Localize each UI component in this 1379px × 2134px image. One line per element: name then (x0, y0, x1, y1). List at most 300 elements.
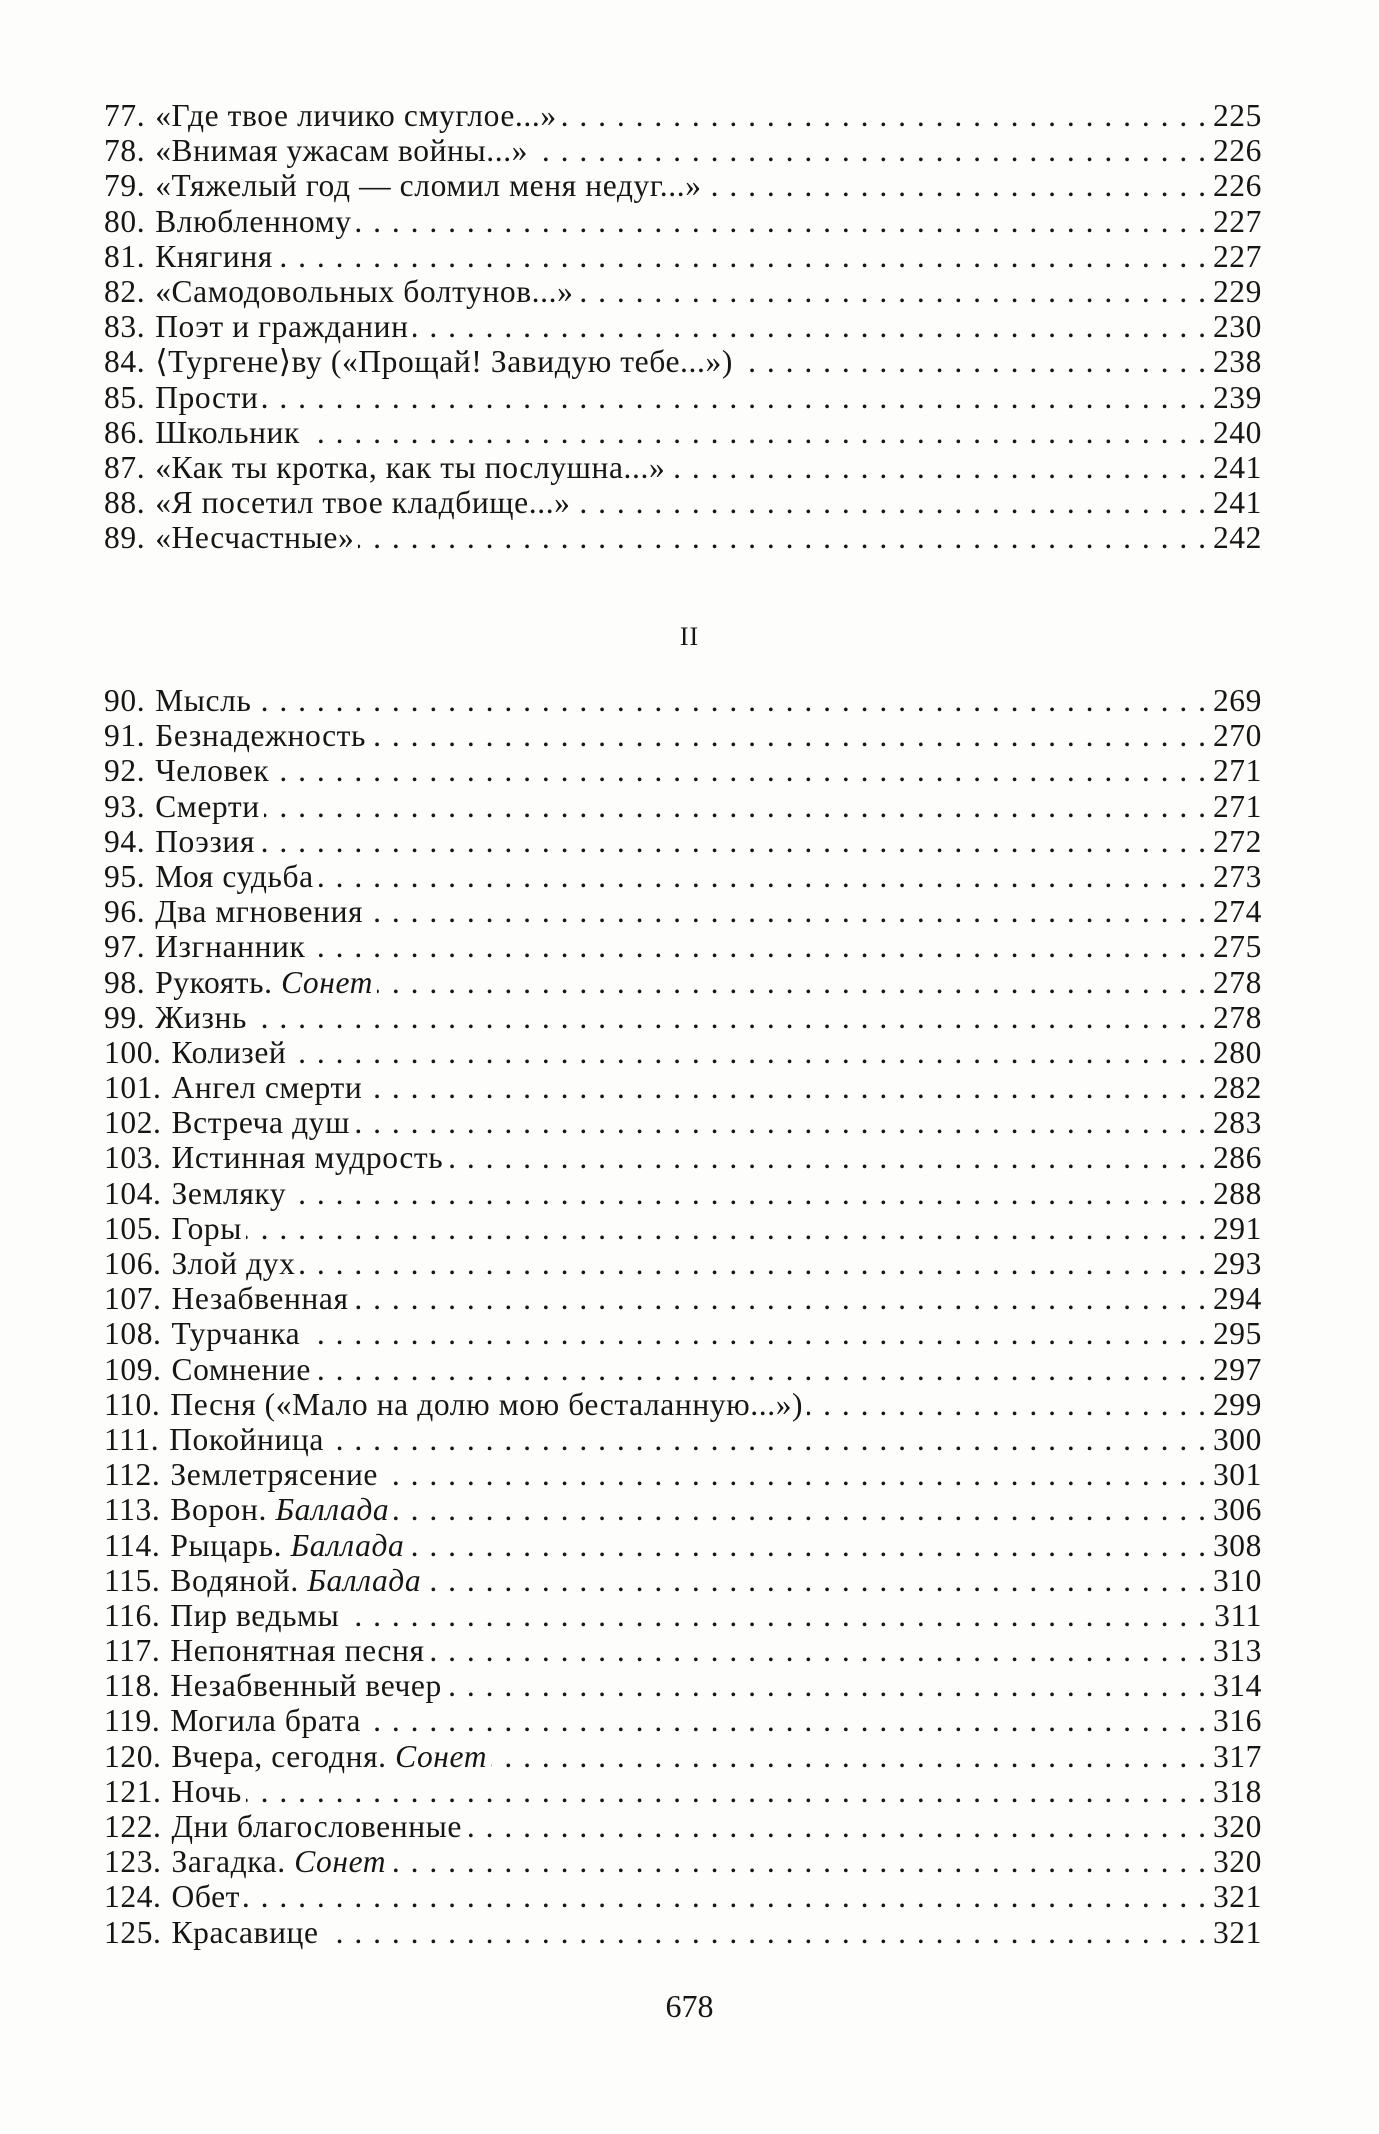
entry-number: 121. (104, 1773, 162, 1809)
entry-number: 100. (104, 1034, 162, 1070)
entry-title-text: Турчанка (171, 1316, 301, 1352)
entry-number: 102. (104, 1105, 162, 1141)
entry-title (170, 1387, 803, 1422)
entry-title (172, 1844, 387, 1879)
entry-page: 321 (1212, 1879, 1262, 1915)
entry-title-text: Непонятная песня (170, 1633, 425, 1669)
toc-entry (104, 415, 1262, 450)
entry-title (155, 824, 255, 859)
entry-title-text: Жизнь (155, 999, 247, 1035)
toc-entry (104, 1633, 1262, 1668)
entry-title (172, 1035, 287, 1070)
page-number: 678 (665, 1988, 714, 2024)
dot-leader (262, 380, 1206, 415)
entry-page: 270 (1212, 718, 1262, 754)
entry-title-text: Человек (155, 753, 270, 789)
entry-title (155, 168, 701, 203)
entry-title-text: «Как ты кротка, как ты послушна...» (155, 449, 666, 485)
entry-title (155, 380, 258, 415)
entry-genre: Сонет (294, 1844, 387, 1880)
entry-title (155, 894, 363, 929)
entry-title-text: Пир ведьмы (170, 1597, 340, 1633)
entry-number: 107. (104, 1281, 162, 1317)
entry-title (172, 1176, 287, 1211)
toc-entry (104, 1668, 1262, 1703)
entry-title-text: Княгиня (155, 238, 273, 274)
entry-title (155, 239, 273, 274)
toc-entry (104, 894, 1262, 929)
toc-entry (104, 1000, 1262, 1035)
entry-number: 108. (104, 1316, 162, 1352)
dot-leader (561, 98, 1206, 133)
entry-title-text: Моя судьба (155, 858, 314, 894)
entry-page: 294 (1212, 1281, 1262, 1317)
toc-entry (104, 1809, 1262, 1844)
entry-title (170, 1528, 404, 1563)
dot-leader (390, 1844, 1206, 1879)
entry-page: 286 (1212, 1140, 1262, 1176)
entry-title (169, 1422, 324, 1457)
toc-entry (104, 274, 1262, 309)
toc-section-1 (104, 98, 1262, 555)
dot-leader (491, 1739, 1206, 1774)
dot-leader (356, 204, 1206, 239)
entry-page: 230 (1212, 309, 1262, 345)
dot-leader (737, 344, 1206, 379)
entry-page: 269 (1212, 683, 1262, 718)
dot-leader (807, 1387, 1206, 1422)
toc-entry (104, 1915, 1262, 1950)
entry-page: 297 (1212, 1351, 1262, 1387)
entry-genre: Баллада (275, 1492, 390, 1528)
toc-entry (104, 1457, 1262, 1492)
entry-title (170, 1598, 339, 1633)
dot-leader (367, 894, 1206, 929)
entry-title (155, 789, 259, 824)
entry-genre: Сонет (395, 1738, 488, 1774)
entry-page: 320 (1212, 1809, 1262, 1844)
toc-entry (104, 965, 1262, 1000)
entry-page: 225 (1212, 98, 1262, 133)
entry-title-text: Ночь (171, 1773, 242, 1809)
entry-page: 308 (1212, 1527, 1262, 1563)
entry-page: 288 (1212, 1175, 1262, 1211)
dot-leader (246, 1211, 1206, 1246)
dot-leader (343, 1598, 1206, 1633)
entry-title (155, 520, 354, 555)
entry-title (170, 1703, 361, 1738)
entry-page: 278 (1212, 964, 1262, 1000)
toc-entry (104, 1387, 1262, 1422)
entry-title (170, 1492, 389, 1527)
entry-genre: Баллада (307, 1562, 422, 1598)
entry-title-text: Вчера, сегодня. (171, 1738, 387, 1774)
entry-title-text: «Где твое личико смуглое...» (155, 98, 557, 133)
entry-title-text: Два мгновения (155, 894, 364, 930)
entry-title (170, 1457, 378, 1492)
entry-page: 291 (1212, 1210, 1262, 1246)
dot-leader (466, 1809, 1206, 1844)
entry-number: 93. (104, 788, 146, 824)
entry-page: 278 (1212, 999, 1262, 1035)
entry-title (155, 98, 557, 133)
entry-number: 84. (104, 344, 146, 380)
dot-leader (246, 1774, 1206, 1809)
toc-entry (104, 1492, 1262, 1527)
toc-entry (104, 1211, 1262, 1246)
entry-number: 82. (104, 273, 146, 309)
entry-page: 227 (1212, 238, 1262, 274)
dot-leader (255, 683, 1206, 718)
entry-number: 115. (104, 1562, 161, 1598)
toc-entry (104, 683, 1262, 718)
entry-number: 105. (104, 1210, 162, 1246)
entry-number: 110. (104, 1386, 161, 1422)
entry-page: 300 (1212, 1421, 1262, 1457)
entry-number: 114. (104, 1527, 161, 1563)
toc-entry (104, 1844, 1262, 1879)
toc-entry (104, 450, 1262, 485)
entry-number: 89. (104, 520, 146, 556)
entry-number: 120. (104, 1738, 162, 1774)
dot-leader (354, 1105, 1206, 1140)
dot-leader (382, 1457, 1206, 1492)
toc-entry (104, 1140, 1262, 1175)
toc-entry (104, 1035, 1262, 1070)
entry-genre: Баллада (290, 1527, 405, 1563)
entry-page: 318 (1212, 1773, 1262, 1809)
entry-title-text: Школьник (155, 414, 300, 450)
dot-leader (323, 1915, 1206, 1950)
entry-page: 238 (1212, 344, 1262, 380)
dot-leader (577, 274, 1206, 309)
entry-page: 240 (1212, 414, 1262, 450)
toc-entry (104, 485, 1262, 520)
entry-number: 81. (104, 238, 146, 274)
toc-entry (104, 204, 1262, 239)
entry-number: 90. (104, 683, 146, 718)
toc-entry (104, 1739, 1262, 1774)
dot-leader (290, 1035, 1206, 1070)
entry-title-text: Безнадежность (155, 718, 366, 754)
entry-page: 295 (1212, 1316, 1262, 1352)
entry-page: 242 (1212, 520, 1262, 556)
entry-page: 229 (1212, 273, 1262, 309)
entry-page: 241 (1212, 449, 1262, 485)
dot-leader (429, 1633, 1206, 1668)
entry-number: 80. (104, 203, 146, 239)
dot-leader (575, 485, 1206, 520)
entry-title (155, 683, 251, 718)
dot-leader (353, 1281, 1206, 1316)
entry-number: 97. (104, 929, 146, 965)
toc-entry (104, 309, 1262, 344)
entry-title-text: Обет (171, 1879, 241, 1915)
entry-page: 271 (1212, 753, 1262, 789)
dot-leader (264, 789, 1206, 824)
dot-leader (273, 753, 1206, 788)
dot-leader (413, 309, 1206, 344)
entry-number: 111. (104, 1421, 160, 1457)
toc-section-2 (104, 683, 1262, 1950)
entry-title (155, 965, 373, 1000)
entry-number: 116. (104, 1597, 161, 1633)
entry-page: 320 (1212, 1844, 1262, 1880)
entry-number: 83. (104, 309, 146, 345)
entry-number: 109. (104, 1351, 162, 1387)
dot-leader (706, 168, 1206, 203)
entry-title (155, 309, 408, 344)
entry-title (172, 1774, 242, 1809)
toc-entry (104, 1528, 1262, 1563)
entry-number: 112. (104, 1457, 161, 1493)
toc-entry (104, 1070, 1262, 1105)
entry-number: 117. (104, 1633, 161, 1669)
toc-entry (104, 133, 1262, 168)
entry-title (172, 1140, 444, 1175)
toc-entry (104, 718, 1262, 753)
entry-number: 98. (104, 964, 146, 1000)
entry-page: 311 (1214, 1597, 1262, 1633)
dot-leader (669, 450, 1206, 485)
entry-title (155, 274, 573, 309)
entry-title-text: Земляку (171, 1175, 287, 1211)
entry-title-text: Поэт и гражданин (155, 309, 409, 345)
entry-page: 321 (1212, 1914, 1262, 1950)
entry-title-text: «Тяжелый год — сломил меня недуг...» (155, 168, 702, 204)
entry-title-text: «Несчастные» (155, 520, 355, 556)
entry-number: 118. (104, 1668, 161, 1704)
entry-number: 88. (104, 485, 146, 521)
dot-leader (251, 1000, 1206, 1035)
toc-entry (104, 239, 1262, 274)
toc-entry (104, 1246, 1262, 1281)
entry-number: 106. (104, 1246, 162, 1281)
entry-page: 226 (1212, 168, 1262, 204)
dot-leader (366, 1070, 1206, 1105)
entry-title (155, 204, 351, 239)
entry-title-text: Землетрясение (170, 1457, 378, 1493)
entry-title-text: «Я посетил твое кладбище...» (155, 485, 571, 521)
dot-leader (315, 1352, 1206, 1387)
dot-leader (532, 133, 1206, 168)
entry-title-text: ⟨Тургене⟩ву («Прощай! Завидую тебе...») (155, 344, 733, 380)
entry-number: 79. (104, 168, 146, 204)
entry-page: 299 (1212, 1386, 1262, 1422)
entry-title-text: Поэзия (155, 823, 255, 859)
toc-entry (104, 753, 1262, 788)
entry-number: 124. (104, 1879, 162, 1915)
toc-entry (104, 1422, 1262, 1457)
toc-entry (104, 344, 1262, 379)
toc-entry (104, 789, 1262, 824)
dot-leader (365, 1703, 1206, 1738)
entry-genre: Сонет (281, 964, 374, 1000)
toc-entry (104, 1774, 1262, 1809)
dot-leader (309, 929, 1206, 964)
entry-number: 119. (104, 1703, 161, 1739)
toc-entry (104, 520, 1262, 555)
entry-title-text: Колизей (171, 1034, 287, 1070)
entry-number: 94. (104, 823, 146, 859)
entry-title-text: Истинная мудрость (171, 1140, 444, 1176)
entry-number: 78. (104, 133, 146, 169)
entry-title-text: Незабвенный вечер (170, 1668, 442, 1704)
entry-page: 226 (1212, 133, 1262, 169)
entry-page: 282 (1212, 1070, 1262, 1106)
toc-entry (104, 1352, 1262, 1387)
entry-title (170, 1563, 421, 1598)
entry-title-text: Рукоять. (155, 964, 273, 1000)
dot-leader (370, 718, 1206, 753)
entry-title (155, 450, 665, 485)
section-divider: II (679, 622, 700, 651)
entry-page: 273 (1212, 858, 1262, 894)
entry-title (172, 1879, 241, 1914)
entry-title (172, 1739, 488, 1774)
dot-leader (377, 965, 1206, 1000)
entry-page: 280 (1212, 1034, 1262, 1070)
entry-number: 122. (104, 1809, 162, 1844)
entry-title-text: Ангел смерти (171, 1070, 363, 1106)
entry-title-text: Прости (155, 379, 259, 415)
entry-title (155, 344, 733, 379)
entry-title (172, 1809, 462, 1844)
dot-leader (299, 1246, 1206, 1281)
entry-number: 113. (104, 1492, 161, 1528)
toc-entry (104, 380, 1262, 415)
toc-entry (104, 1316, 1262, 1351)
entry-title-text: Дни благословенные (171, 1809, 463, 1844)
entry-title (155, 859, 313, 894)
dot-leader (277, 239, 1206, 274)
dot-leader (358, 520, 1206, 555)
entry-title (172, 1246, 296, 1281)
entry-title-text: Рыцарь. (170, 1527, 283, 1563)
entry-title (155, 1000, 247, 1035)
entry-title-text: «Самодовольных болтунов...» (155, 273, 574, 309)
toc-entry (104, 929, 1262, 964)
toc-entry (104, 1176, 1262, 1211)
entry-title (155, 753, 269, 788)
dot-leader (408, 1528, 1206, 1563)
entry-page: 227 (1212, 203, 1262, 239)
entry-title (172, 1070, 363, 1105)
entry-title-text: Незабвенная (171, 1281, 349, 1317)
entry-number: 91. (104, 718, 146, 754)
entry-number: 104. (104, 1175, 162, 1211)
entry-page: 313 (1212, 1633, 1262, 1669)
entry-title (155, 929, 305, 964)
entry-number: 123. (104, 1844, 162, 1880)
entry-title-text: Мысль (155, 683, 252, 718)
dot-leader (328, 1422, 1206, 1457)
dot-leader (425, 1563, 1206, 1598)
entry-number: 101. (104, 1070, 162, 1106)
entry-page: 301 (1212, 1457, 1262, 1493)
toc-entry (104, 1879, 1262, 1914)
toc-entry (104, 1281, 1262, 1316)
entry-title (172, 1281, 349, 1316)
entry-page: 241 (1212, 485, 1262, 521)
entry-title (172, 1316, 301, 1351)
entry-number: 85. (104, 379, 146, 415)
entry-page: 275 (1212, 929, 1262, 965)
entry-title (172, 1915, 319, 1950)
dot-leader (304, 415, 1206, 450)
dot-leader (393, 1492, 1206, 1527)
entry-title (155, 485, 570, 520)
entry-title-text: Могила брата (170, 1703, 361, 1739)
entry-title-text: Покойница (169, 1421, 324, 1457)
entry-number: 125. (104, 1914, 162, 1950)
entry-title (155, 133, 528, 168)
entry-title-text: Встреча душ (171, 1105, 350, 1141)
entry-title (172, 1105, 350, 1140)
entry-number: 87. (104, 449, 146, 485)
dot-leader (290, 1176, 1206, 1211)
entry-number: 95. (104, 858, 146, 894)
dot-leader (318, 859, 1206, 894)
entry-title-text: Песня («Мало на долю мою бесталанную...») (170, 1386, 804, 1422)
entry-title-text: Красавице (171, 1914, 319, 1950)
entry-page: 317 (1212, 1738, 1262, 1774)
dot-leader (446, 1668, 1206, 1703)
entry-title (155, 718, 366, 753)
entry-number: 99. (104, 999, 146, 1035)
entry-page: 283 (1212, 1105, 1262, 1141)
dot-leader (244, 1879, 1206, 1914)
entry-page: 314 (1212, 1668, 1262, 1704)
toc-entry (104, 1563, 1262, 1598)
toc-entry (104, 1598, 1262, 1633)
entry-title-text: «Внимая ужасам войны...» (155, 133, 529, 169)
entry-number: 103. (104, 1140, 162, 1176)
entry-title-text: Злой дух (171, 1246, 296, 1281)
toc-entry (104, 168, 1262, 203)
entry-title-text: Ворон. (170, 1492, 267, 1528)
entry-title-text: Загадка. (171, 1844, 286, 1880)
entry-page: 316 (1212, 1703, 1262, 1739)
toc-entry (104, 1703, 1262, 1738)
entry-title (172, 1211, 243, 1246)
entry-title (170, 1668, 442, 1703)
entry-number: 92. (104, 753, 146, 789)
entry-title (170, 1633, 424, 1668)
toc-entry (104, 1105, 1262, 1140)
entry-title-text: Влюбленному (155, 203, 352, 239)
entry-title-text: Изгнанник (155, 929, 306, 965)
entry-number: 77. (104, 98, 146, 133)
dot-leader (259, 824, 1206, 859)
entry-page: 310 (1212, 1562, 1262, 1598)
toc-entry (104, 859, 1262, 894)
entry-page: 274 (1212, 894, 1262, 930)
entry-title (172, 1352, 311, 1387)
entry-page: 271 (1212, 788, 1262, 824)
entry-page: 293 (1212, 1246, 1262, 1281)
entry-title-text: Горы (171, 1210, 243, 1246)
entry-title (155, 415, 300, 450)
entry-title-text: Водяной. (170, 1562, 299, 1598)
dot-leader (447, 1140, 1206, 1175)
entry-title-text: Сомнение (171, 1351, 311, 1387)
entry-title-text: Смерти (155, 788, 260, 824)
toc-entry (104, 824, 1262, 859)
dot-leader (304, 1316, 1206, 1351)
entry-number: 86. (104, 414, 146, 450)
entry-number: 96. (104, 894, 146, 930)
